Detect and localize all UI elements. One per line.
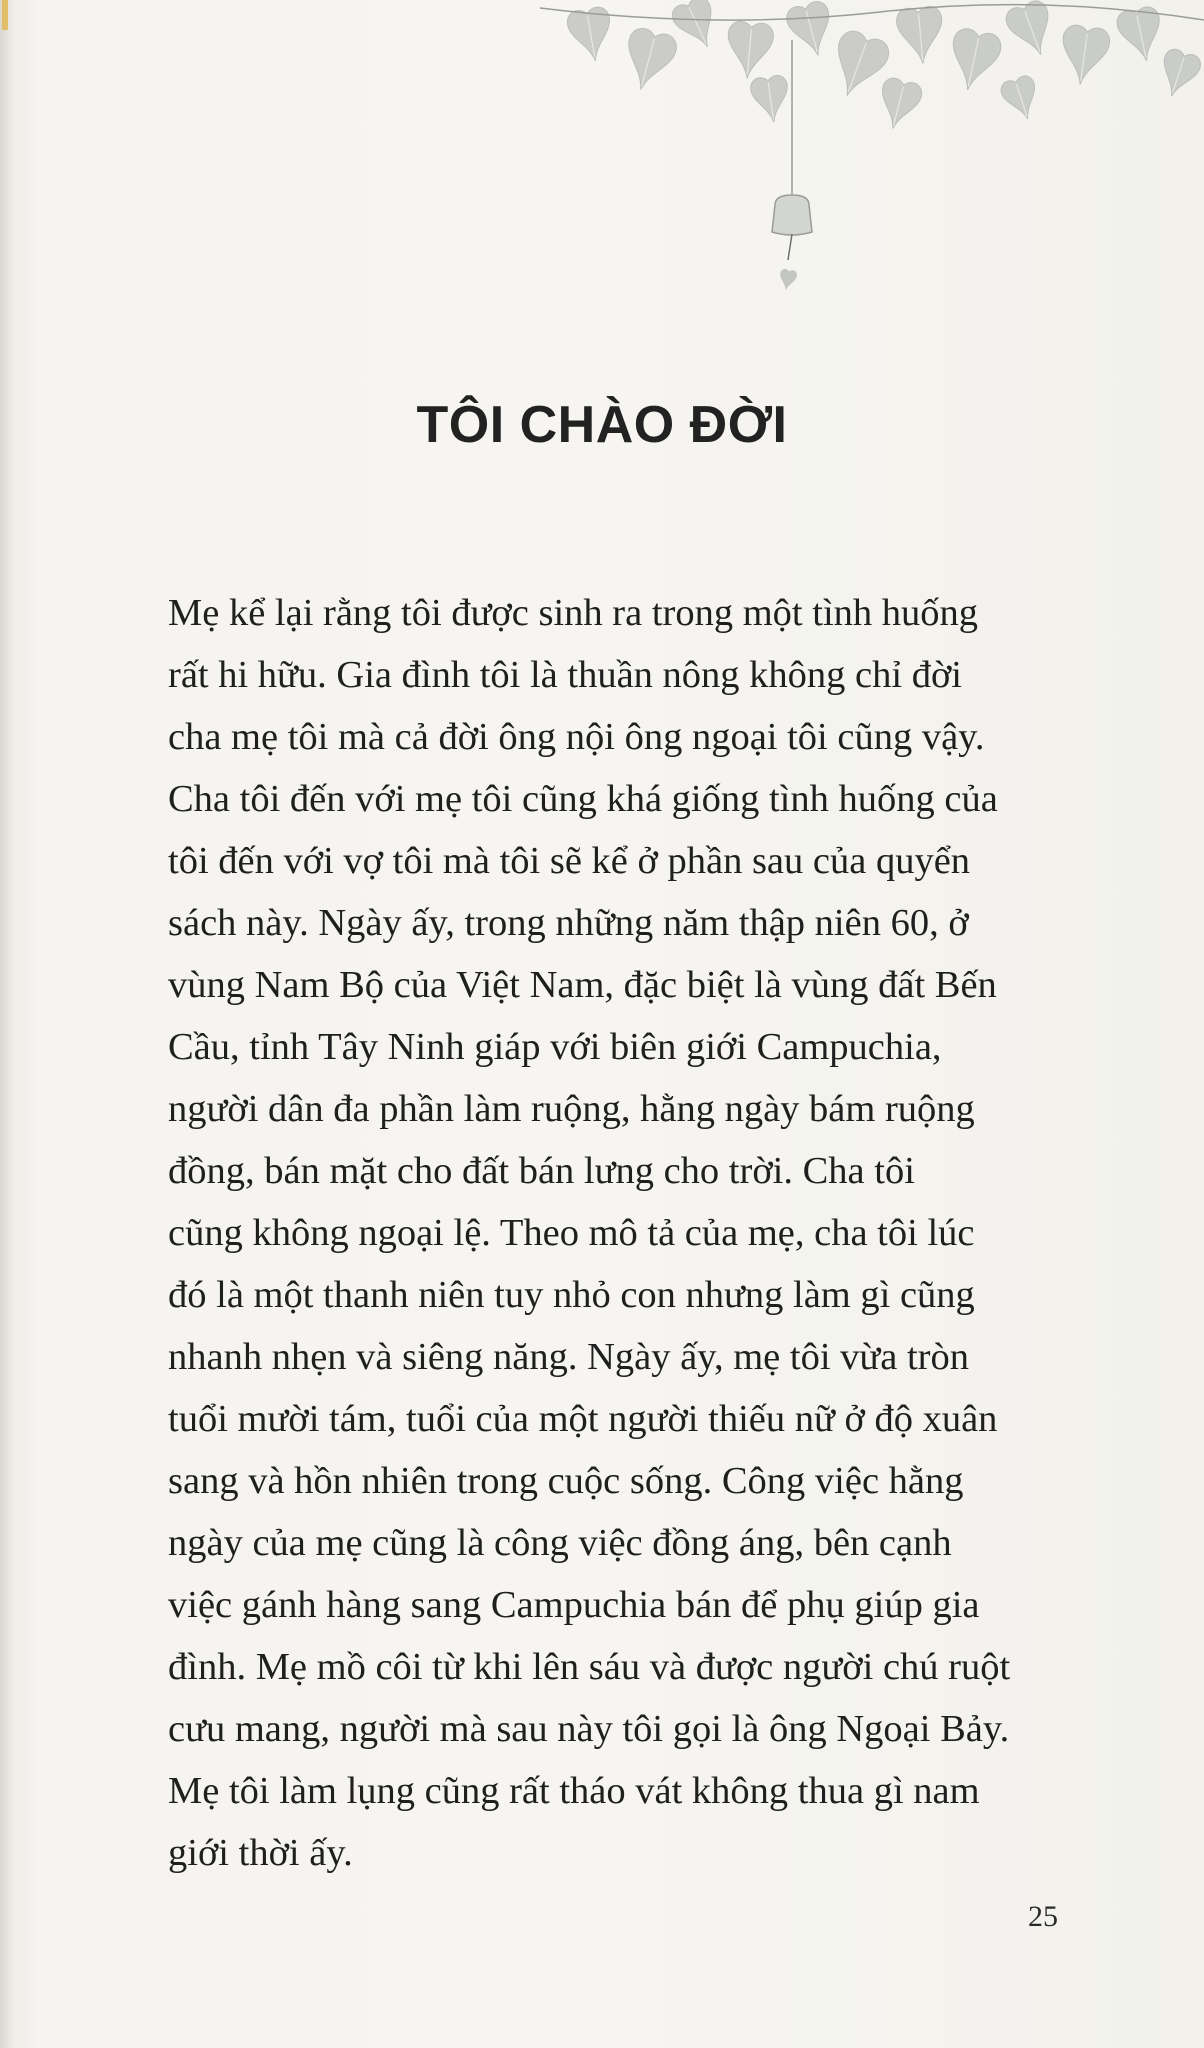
body-line: sang và hồn nhiên trong cuộc sống. Công việc hằng — [168, 1460, 964, 1502]
chapter-body — [168, 582, 1058, 1884]
body-line: nhanh nhẹn và siêng năng. Ngày ấy, mẹ tôi vừa tròn — [168, 1336, 969, 1378]
body-line: Cầu, tỉnh Tây Ninh giáp với biên giới Campuchia, — [168, 1026, 942, 1068]
body-line: cưu mang, người mà sau này tôi gọi là ông Ngoại Bảy. — [168, 1708, 1010, 1750]
branch-stem — [540, 5, 1204, 20]
bell-icon — [772, 195, 812, 235]
page-number: 25 — [1028, 1900, 1058, 1933]
body-line: rất hi hữu. Gia đình tôi là thuần nông không chỉ đời — [168, 654, 963, 696]
body-line: ngày của mẹ cũng là công việc đồng áng, bên cạnh — [168, 1522, 952, 1564]
body-line: đình. Mẹ mồ côi từ khi lên sáu và được người chú ruột — [168, 1646, 1011, 1688]
body-line: Cha tôi đến với mẹ tôi cũng khá giống tình huống của — [168, 778, 998, 820]
body-line: cũng không ngoại lệ. Theo mô tả của mẹ, cha tôi lúc — [168, 1212, 975, 1254]
body-line: giới thời ấy. — [168, 1832, 353, 1874]
spine-shadow — [0, 0, 14, 2048]
body-line: sách này. Ngày ấy, trong những năm thập niên 60, ở — [168, 902, 969, 944]
bookmark-accent — [2, 0, 8, 30]
body-line: Mẹ tôi làm lụng cũng rất tháo vát không thua gì nam — [168, 1770, 980, 1812]
bell-clapper — [788, 234, 792, 260]
body-line: người dân đa phần làm ruộng, hằng ngày bám ruộng — [168, 1088, 975, 1130]
body-line: cha mẹ tôi mà cả đời ông nội ông ngoại tôi cũng vậy. — [168, 716, 985, 758]
body-line: đồng, bán mặt cho đất bán lưng cho trời. Cha tôi — [168, 1150, 915, 1192]
body-line: tôi đến với vợ tôi mà tôi sẽ kể ở phần sau của quyển — [168, 840, 971, 882]
leaf-icon — [669, 0, 726, 55]
chapter-title: TÔI CHÀO ĐỜI — [416, 396, 788, 454]
tassel-leaf-icon — [777, 268, 797, 292]
bodhi-leaves-decoration-icon — [520, 0, 1204, 320]
body-line: tuổi mười tám, tuổi của một người thiếu nữ ở độ xuân — [168, 1398, 998, 1440]
body-line: việc gánh hàng sang Campuchia bán để phụ giúp gia — [168, 1584, 980, 1626]
body-line: vùng Nam Bộ của Việt Nam, đặc biệt là vùng đất Bến — [168, 964, 997, 1006]
body-line: đó là một thanh niên tuy nhỏ con nhưng làm gì cũng — [168, 1274, 975, 1316]
body-line: Mẹ kể lại rằng tôi được sinh ra trong một tình huống — [168, 592, 979, 634]
